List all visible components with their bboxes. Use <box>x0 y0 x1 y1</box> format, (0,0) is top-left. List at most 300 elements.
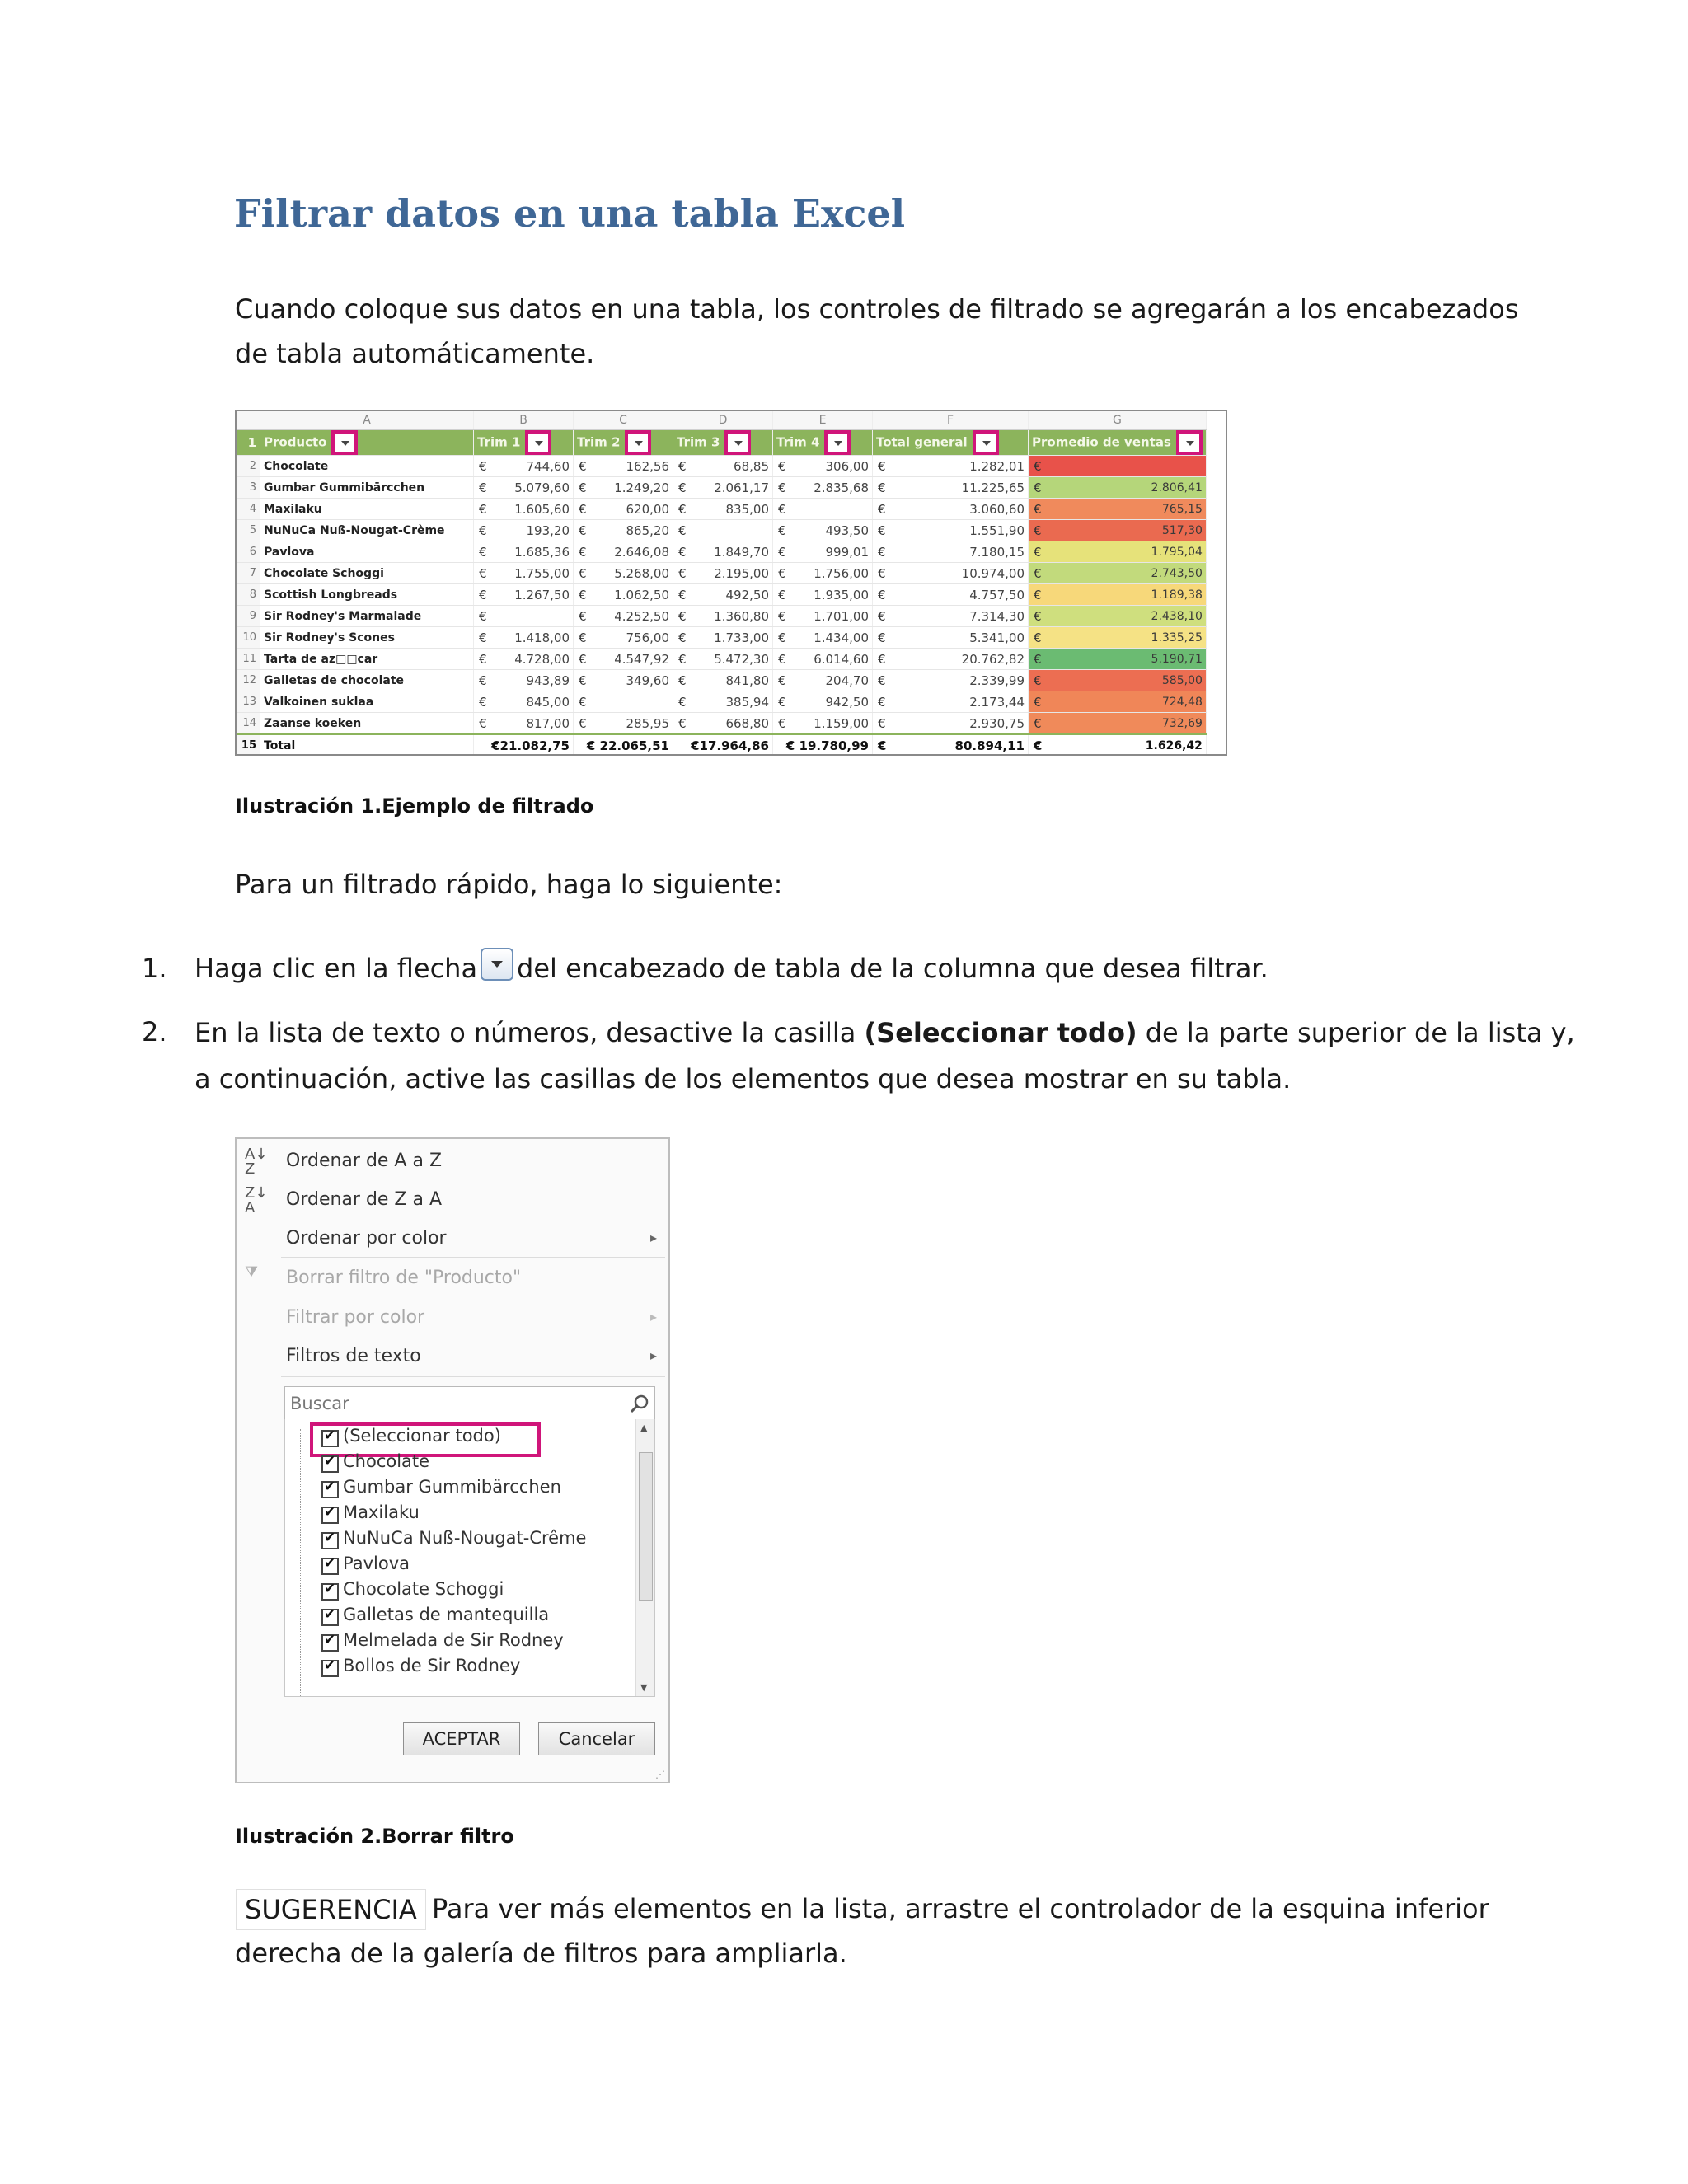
total-cell: 11.225,65 <box>889 477 1029 499</box>
table-header-cell <box>260 430 474 456</box>
excel-table <box>237 411 1207 756</box>
table-row <box>237 477 1206 499</box>
average-cell: 1.335,25 <box>1048 627 1206 649</box>
currency-cell: € <box>873 649 890 670</box>
table-row <box>237 520 1206 541</box>
average-cell: 1.795,04 <box>1048 541 1206 563</box>
currency-cell: € <box>773 541 790 563</box>
table-row <box>237 670 1206 691</box>
product-cell: Sir Rodney's Scones <box>260 627 474 649</box>
row-number <box>237 411 260 430</box>
row-number: 10 <box>237 627 260 649</box>
checkbox-checked-icon[interactable] <box>321 1507 339 1524</box>
average-cell: 2.743,50 <box>1048 563 1206 584</box>
step-2-line-2: a continuación, active las casillas de los elementos que desea mostrar en su tabla. <box>195 1063 1292 1094</box>
list-item[interactable]: Bollos de Sir Rodney <box>343 1656 521 1675</box>
currency-cell: € <box>1029 520 1048 541</box>
figure-caption-2: Ilustración 2.Borrar filtro <box>235 1825 514 1848</box>
currency-cell: € <box>773 456 790 477</box>
cancel-button[interactable]: Cancelar <box>538 1722 655 1755</box>
row-number: 3 <box>237 477 260 499</box>
list-item[interactable]: Pavlova <box>343 1554 410 1573</box>
total-cell: 5.341,00 <box>889 627 1029 649</box>
table-header-cell <box>673 430 773 456</box>
currency-cell: € <box>574 691 591 713</box>
currency-cell: € <box>1029 713 1048 735</box>
list-item[interactable]: Melmelada de Sir Rodney <box>343 1630 564 1650</box>
currency-cell: € <box>773 627 790 649</box>
currency-cell: € <box>474 691 491 713</box>
row-number: 8 <box>237 584 260 606</box>
quarter-value-cell: 492,50 <box>690 584 773 606</box>
product-cell: Pavlova <box>260 541 474 563</box>
scroll-up-icon[interactable]: ▲ <box>640 1422 648 1433</box>
total-cell: 7.180,15 <box>889 541 1029 563</box>
total-cell: 2.930,75 <box>889 713 1029 735</box>
average-cell: 765,15 <box>1048 499 1206 520</box>
quarter-value-cell: 162,56 <box>590 456 673 477</box>
currency-cell: € <box>574 584 591 606</box>
quarter-value-cell: 285,95 <box>590 713 673 735</box>
header-label: Trim 4 <box>776 434 820 450</box>
quarter-value-cell: 845,00 <box>490 691 574 713</box>
product-cell: Valkoinen suklaa <box>260 691 474 713</box>
product-cell: Gumbar Gummibärcchen <box>260 477 474 499</box>
currency-cell: € <box>873 606 890 627</box>
quarter-value-cell: 2.835,68 <box>790 477 873 499</box>
currency-cell: € <box>574 541 591 563</box>
currency-cell: € <box>574 627 591 649</box>
currency-cell: € <box>1029 541 1048 563</box>
header-label: Promedio de ventas <box>1032 434 1171 450</box>
quarter-value-cell <box>490 606 574 627</box>
average-cell: 585,00 <box>1048 670 1206 691</box>
quarter-value-cell: 1.434,00 <box>790 627 873 649</box>
quarter-value-cell: 5.472,30 <box>690 649 773 670</box>
quarter-value-cell: 5.079,60 <box>490 477 574 499</box>
quarter-value-cell: 4.547,92 <box>590 649 673 670</box>
quarter-value-cell: 1.935,00 <box>790 584 873 606</box>
menu-separator <box>281 1376 665 1377</box>
currency-cell: € <box>873 691 890 713</box>
currency-cell: € <box>1029 670 1048 691</box>
quarter-value-cell: 1.360,80 <box>690 606 773 627</box>
filter-dropdown-button[interactable] <box>973 430 999 455</box>
step-1-text <box>195 946 1268 991</box>
currency-cell: € <box>673 520 691 541</box>
filter-values-list[interactable] <box>284 1419 655 1697</box>
row-number: 1 <box>237 430 260 456</box>
tip-line-1: Para ver más elementos en la lista, arrastre el controlador de la esquina inferior <box>432 1893 1489 1924</box>
intro-line-2: de tabla automáticamente. <box>235 338 595 369</box>
checkbox-checked-icon[interactable] <box>321 1660 339 1677</box>
filter-dropdown-button[interactable] <box>824 430 851 455</box>
filter-dropdown-button[interactable] <box>1176 430 1203 455</box>
checkbox-checked-icon[interactable] <box>321 1634 339 1652</box>
select-all-item[interactable]: (Seleccionar todo) <box>343 1426 501 1446</box>
currency-cell: € <box>474 606 491 627</box>
column-letter: E <box>773 411 873 430</box>
product-cell: Chocolate Schoggi <box>260 563 474 584</box>
currency-cell: € <box>574 563 591 584</box>
filter-menu-figure <box>235 1137 670 1783</box>
quarter-value-cell: 306,00 <box>790 456 873 477</box>
currency-cell: € <box>1029 691 1048 713</box>
quarter-value-cell: 349,60 <box>590 670 673 691</box>
quarter-value-cell: 2.646,08 <box>590 541 673 563</box>
table-row <box>237 627 1206 649</box>
quarter-value-cell: 1.418,00 <box>490 627 574 649</box>
currency-cell: € <box>773 670 790 691</box>
quarter-value-cell: 1.755,00 <box>490 563 574 584</box>
currency-cell: € <box>873 520 890 541</box>
list-item[interactable]: Galletas de mantequilla <box>343 1605 550 1624</box>
currency-cell: € <box>1029 734 1048 756</box>
quarter-value-cell: 1.062,50 <box>590 584 673 606</box>
submenu-arrow-icon: ▸ <box>649 1309 657 1324</box>
submenu-arrow-icon: ▸ <box>649 1230 657 1245</box>
submenu-arrow-icon: ▸ <box>649 1347 657 1363</box>
average-cell: 517,30 <box>1048 520 1206 541</box>
grand-total-cell: 80.894,11 <box>889 734 1029 756</box>
currency-cell: € <box>474 584 491 606</box>
resize-grip-icon[interactable]: ⋰ <box>655 1769 665 1780</box>
quarter-value-cell: 841,80 <box>690 670 773 691</box>
currency-cell: € <box>873 627 890 649</box>
product-cell: Zaanse koeken <box>260 713 474 735</box>
quarter-value-cell: 1.605,60 <box>490 499 574 520</box>
quarter-value-cell: 1.159,00 <box>790 713 873 735</box>
table-header-row <box>237 430 1206 456</box>
page-title: Filtrar datos en una tabla Excel <box>234 191 906 236</box>
currency-cell: € <box>873 477 890 499</box>
checkbox-checked-icon[interactable] <box>321 1609 339 1626</box>
quarter-value-cell: 1.685,36 <box>490 541 574 563</box>
currency-cell: € <box>574 713 591 735</box>
quarter-value-cell <box>690 520 773 541</box>
table-row <box>237 456 1206 477</box>
currency-cell: € <box>673 713 691 735</box>
quarter-value-cell: 68,85 <box>690 456 773 477</box>
average-cell: 2.806,41 <box>1048 477 1206 499</box>
total-cell: 7.314,30 <box>889 606 1029 627</box>
table-row <box>237 563 1206 584</box>
currency-cell: € <box>673 691 691 713</box>
currency-cell: € <box>574 670 591 691</box>
currency-cell: € <box>474 649 491 670</box>
total-cell: 1.282,01 <box>889 456 1029 477</box>
column-letter: F <box>873 411 1029 430</box>
currency-cell: € <box>1029 499 1048 520</box>
average-cell: 724,48 <box>1048 691 1206 713</box>
table-header-cell <box>873 430 1029 456</box>
average-total-cell: 1.626,42 <box>1048 734 1206 756</box>
currency-cell: € <box>1029 649 1048 670</box>
header-label: Trim 2 <box>577 434 621 450</box>
filter-dropdown-button[interactable] <box>625 430 651 455</box>
currency-cell: € <box>773 606 790 627</box>
column-letter: C <box>574 411 673 430</box>
currency-cell: € <box>673 477 691 499</box>
step-2-text-c: de la parte superior de la lista y, <box>1137 1017 1575 1048</box>
menu-sort-za[interactable]: Ordenar de Z a A <box>286 1189 443 1210</box>
currency-cell: € <box>474 713 491 735</box>
menu-text-filters[interactable]: Filtros de texto <box>286 1346 421 1366</box>
quarter-value-cell: 1.756,00 <box>790 563 873 584</box>
currency-cell: € <box>673 584 691 606</box>
average-cell: 2.438,10 <box>1048 606 1206 627</box>
filter-search-input[interactable] <box>284 1386 655 1421</box>
currency-cell: € <box>673 456 691 477</box>
currency-cell: € <box>1029 456 1048 477</box>
step-1-number: 1. <box>142 953 167 984</box>
product-cell: NuNuCa Nuß-Nougat-Crème <box>260 520 474 541</box>
currency-cell: € <box>474 541 491 563</box>
quarter-value-cell: 943,89 <box>490 670 574 691</box>
step-2-text-a: En la lista de texto o números, desactive la casilla <box>195 1017 865 1048</box>
currency-cell: € <box>574 499 591 520</box>
filter-dropdown-button[interactable] <box>525 430 551 455</box>
currency-cell: € <box>474 499 491 520</box>
filter-arrow-button-icon <box>481 948 513 981</box>
list-scrollbar[interactable] <box>635 1419 654 1696</box>
list-item[interactable]: Chocolate <box>343 1451 430 1471</box>
quarter-value-cell: 835,00 <box>690 499 773 520</box>
currency-cell: € <box>673 670 691 691</box>
header-label: Trim 3 <box>677 434 720 450</box>
quarter-value-cell <box>790 499 873 520</box>
menu-sort-by-color[interactable]: Ordenar por color <box>286 1228 447 1249</box>
product-cell: Tarta de az□□car <box>260 649 474 670</box>
currency-cell: € <box>873 456 890 477</box>
quarter-value-cell: 4.252,50 <box>590 606 673 627</box>
quarter-value-cell: 620,00 <box>590 499 673 520</box>
table-header-cell <box>474 430 574 456</box>
currency-cell: € <box>773 649 790 670</box>
column-letter: A <box>260 411 474 430</box>
quarter-value-cell: 1.249,20 <box>590 477 673 499</box>
currency-cell: € <box>574 520 591 541</box>
quarter-value-cell: 2.061,17 <box>690 477 773 499</box>
list-item[interactable]: Gumbar Gummibärcchen <box>343 1477 561 1497</box>
quarter-value-cell: 1.849,70 <box>690 541 773 563</box>
row-number: 13 <box>237 691 260 713</box>
table-row <box>237 649 1206 670</box>
quarter-value-cell: 5.268,00 <box>590 563 673 584</box>
checkbox-checked-icon[interactable] <box>321 1583 339 1601</box>
currency-cell: € <box>773 584 790 606</box>
checkbox-checked-icon[interactable] <box>321 1532 339 1549</box>
currency-cell: € <box>574 649 591 670</box>
filter-dropdown-button[interactable] <box>724 430 751 455</box>
row-number: 4 <box>237 499 260 520</box>
header-label: Producto <box>264 434 327 450</box>
currency-cell: € <box>873 541 890 563</box>
clear-filter-icon: ⧩ <box>245 1263 259 1281</box>
scroll-down-icon[interactable]: ▼ <box>640 1682 648 1693</box>
currency-cell: € <box>873 670 890 691</box>
step-1-before: Haga clic en la flecha <box>195 953 478 984</box>
table-row <box>237 499 1206 520</box>
tree-connector <box>300 1429 302 1697</box>
currency-cell: € <box>873 713 890 735</box>
quarter-value-cell: 193,20 <box>490 520 574 541</box>
total-cell: 1.551,90 <box>889 520 1029 541</box>
product-cell: Chocolate <box>260 456 474 477</box>
filter-dropdown-button[interactable] <box>331 430 358 455</box>
quarter-value-cell: 999,01 <box>790 541 873 563</box>
currency-cell: € <box>673 541 691 563</box>
sort-az-icon: A↓ Z <box>245 1146 268 1178</box>
search-icon <box>630 1394 649 1413</box>
total-cell: 2.339,99 <box>889 670 1029 691</box>
quarter-value-cell: 493,50 <box>790 520 873 541</box>
quarter-value-cell: 1.701,00 <box>790 606 873 627</box>
row-number: 2 <box>237 456 260 477</box>
quarter-value-cell: 756,00 <box>590 627 673 649</box>
intro-line-1: Cuando coloque sus datos en una tabla, los controles de filtrado se agregarán a los encabezados <box>235 293 1519 325</box>
currency-cell: € <box>873 563 890 584</box>
header-label: Total general <box>876 434 968 450</box>
total-row <box>237 734 1206 756</box>
step-1-after: del encabezado de tabla de la columna que desea filtrar. <box>517 953 1268 984</box>
quarter-value-cell: 817,00 <box>490 713 574 735</box>
step-2-bold: (Seleccionar todo) <box>864 1017 1137 1048</box>
quarter-value-cell: 2.195,00 <box>690 563 773 584</box>
scrollbar-thumb[interactable] <box>639 1452 653 1601</box>
header-label: Trim 1 <box>477 434 521 450</box>
column-letter: G <box>1029 411 1207 430</box>
quarter-value-cell: 4.728,00 <box>490 649 574 670</box>
product-cell: Scottish Longbreads <box>260 584 474 606</box>
row-number: 7 <box>237 563 260 584</box>
step-2-number: 2. <box>142 1016 167 1047</box>
currency-cell: € <box>673 499 691 520</box>
quarter-value-cell: 865,20 <box>590 520 673 541</box>
table-row <box>237 541 1206 563</box>
menu-clear-filter: Borrar filtro de "Producto" <box>286 1268 522 1288</box>
currency-cell: € <box>474 456 491 477</box>
search-placeholder: Buscar <box>290 1394 349 1413</box>
list-item[interactable]: Chocolate Schoggi <box>343 1579 504 1599</box>
currency-cell: € <box>574 606 591 627</box>
row-number: 15 <box>237 734 260 756</box>
total-cell: 10.974,00 <box>889 563 1029 584</box>
table-row <box>237 584 1206 606</box>
currency-cell: € <box>773 691 790 713</box>
column-letter: B <box>474 411 574 430</box>
row-number: 5 <box>237 520 260 541</box>
average-cell: 5.190,71 <box>1048 649 1206 670</box>
table-header-cell <box>574 430 673 456</box>
tip-line-2: derecha de la galería de filtros para ampliarla. <box>235 1938 847 1969</box>
quarter-value-cell: 668,80 <box>690 713 773 735</box>
total-cell: 4.757,50 <box>889 584 1029 606</box>
currency-cell: € <box>1029 584 1048 606</box>
currency-cell: € <box>773 499 790 520</box>
currency-cell: € <box>673 649 691 670</box>
currency-cell: € <box>474 477 491 499</box>
column-letters-row <box>237 411 1206 430</box>
table-row <box>237 606 1206 627</box>
row-number: 9 <box>237 606 260 627</box>
currency-cell: € <box>1029 606 1048 627</box>
quarter-value-cell: 204,70 <box>790 670 873 691</box>
ok-button[interactable]: ACEPTAR <box>403 1722 520 1755</box>
quarter-total-cell: €17.964,86 <box>673 734 773 756</box>
currency-cell: € <box>1029 627 1048 649</box>
row-number: 14 <box>237 713 260 735</box>
quarter-total-cell: €21.082,75 <box>474 734 574 756</box>
table-row <box>237 713 1206 735</box>
quarter-value-cell: 744,60 <box>490 456 574 477</box>
quarter-value-cell: 1.733,00 <box>690 627 773 649</box>
product-cell: Sir Rodney's Marmalade <box>260 606 474 627</box>
checkbox-checked-icon[interactable] <box>321 1455 339 1473</box>
currency-cell: € <box>773 477 790 499</box>
average-cell: 1.189,38 <box>1048 584 1206 606</box>
quarter-value-cell: 385,94 <box>690 691 773 713</box>
total-cell: 3.060,60 <box>889 499 1029 520</box>
quarter-total-cell: € 22.065,51 <box>574 734 673 756</box>
currency-cell: € <box>673 627 691 649</box>
currency-cell: € <box>873 734 890 756</box>
currency-cell: € <box>474 563 491 584</box>
currency-cell: € <box>474 520 491 541</box>
step-2-line-1 <box>195 1010 1575 1055</box>
menu-filter-by-color: Filtrar por color <box>286 1307 425 1328</box>
average-cell <box>1048 456 1206 477</box>
table-header-cell <box>773 430 873 456</box>
total-cell: 20.762,82 <box>889 649 1029 670</box>
currency-cell: € <box>574 456 591 477</box>
tip-label: SUGERENCIA <box>236 1889 426 1930</box>
product-cell: Maxilaku <box>260 499 474 520</box>
currency-cell: € <box>873 584 890 606</box>
checkbox-checked-icon[interactable] <box>321 1558 339 1575</box>
figure-caption-1: Ilustración 1.Ejemplo de filtrado <box>235 794 594 818</box>
sort-za-icon: Z↓ A <box>245 1184 268 1216</box>
currency-cell: € <box>773 713 790 735</box>
table-header-cell <box>1029 430 1207 456</box>
quarter-value-cell: 942,50 <box>790 691 873 713</box>
quick-filter-intro: Para un filtrado rápido, haga lo siguiente: <box>235 869 783 900</box>
column-letter: D <box>673 411 773 430</box>
excel-table-figure <box>235 410 1227 756</box>
currency-cell: € <box>574 477 591 499</box>
menu-sort-az[interactable]: Ordenar de A a Z <box>286 1151 443 1171</box>
row-number: 6 <box>237 541 260 563</box>
product-cell: Galletas de chocolate <box>260 670 474 691</box>
total-label-cell: Total <box>260 734 474 756</box>
list-item[interactable]: Maxilaku <box>343 1502 420 1522</box>
currency-cell: € <box>474 627 491 649</box>
currency-cell: € <box>673 563 691 584</box>
quarter-value-cell: 6.014,60 <box>790 649 873 670</box>
currency-cell: € <box>773 563 790 584</box>
quarter-value-cell <box>590 691 673 713</box>
total-cell: 2.173,44 <box>889 691 1029 713</box>
currency-cell: € <box>873 499 890 520</box>
quarter-value-cell: 1.267,50 <box>490 584 574 606</box>
list-item[interactable]: NuNuCa Nuß-Nougat-Crême <box>343 1528 587 1548</box>
checkbox-checked-icon[interactable] <box>321 1481 339 1498</box>
table-row <box>237 691 1206 713</box>
average-cell: 732,69 <box>1048 713 1206 735</box>
checkbox-checked-icon[interactable] <box>321 1430 339 1447</box>
currency-cell: € <box>773 520 790 541</box>
currency-cell: € <box>474 670 491 691</box>
